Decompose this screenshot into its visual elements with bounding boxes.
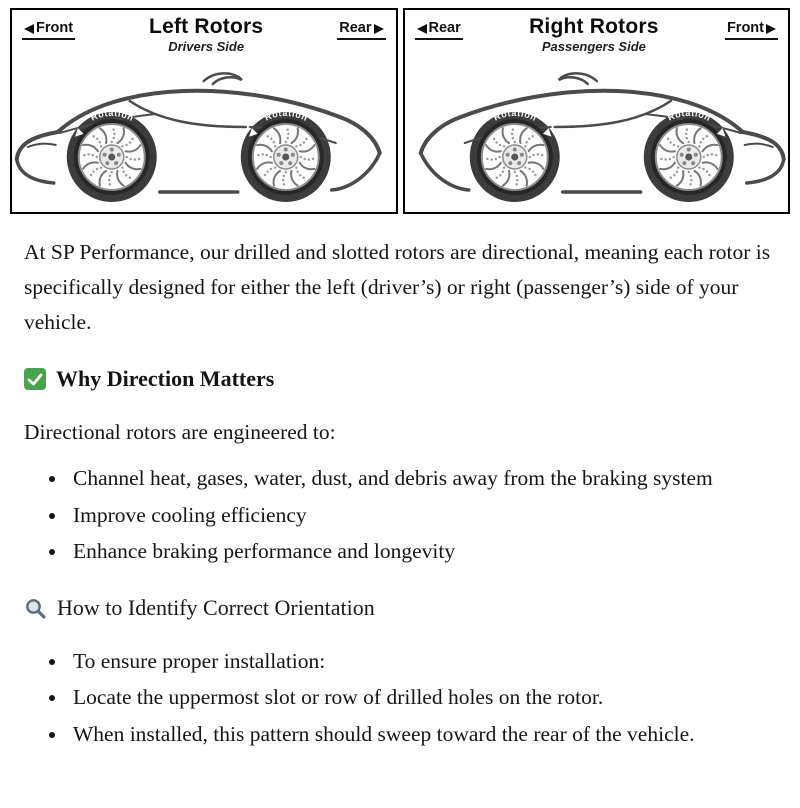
direction-benefits-list: [24, 461, 776, 568]
rotation-label: Rotation: [89, 108, 136, 124]
list-item: • To ensure proper installation:: [68, 644, 776, 678]
arrow-right-icon: [766, 24, 776, 34]
arrow-left-icon: [24, 24, 34, 34]
section-heading-text: Why Direction Matters: [56, 366, 275, 392]
rotor-direction-diagram: [10, 8, 790, 214]
list-item: • Enhance braking performance and longevity: [68, 534, 776, 568]
section-heading-text: How to Identify Correct Orientation: [57, 595, 375, 621]
left-car-illustration: [12, 55, 396, 205]
direction-text: Front: [36, 20, 74, 36]
direction-text: Rear: [339, 20, 372, 36]
rotation-label: Rotation: [491, 108, 539, 124]
rotation-label: Rotation: [665, 108, 713, 124]
left-panel-title-block: [149, 15, 263, 54]
section-lead: Directional rotors are engineered to:: [24, 419, 336, 444]
orientation-steps-list: [24, 644, 776, 751]
front-direction-label: [725, 21, 778, 40]
rotation-label: Rotation: [263, 108, 310, 124]
panel-subtitle: Passengers Side: [541, 39, 646, 55]
arrow-right-icon: [374, 24, 384, 34]
list-item: • Channel heat, gases, water, dust, and debris away from the braking system: [68, 461, 776, 495]
checkmark-icon: [24, 368, 46, 390]
panel-title: Right Rotors: [529, 15, 659, 38]
panel-subtitle: Drivers Side: [168, 39, 245, 55]
right-car-illustration: [405, 55, 789, 205]
list-item: • Locate the uppermost slot or row of drilled holes on the rotor.: [68, 680, 776, 714]
direction-text: Rear: [428, 20, 461, 36]
section-heading-identify-orientation: [24, 594, 776, 622]
panel-title: Left Rotors: [149, 15, 264, 38]
magnifier-icon: [24, 597, 47, 620]
article-content: [0, 235, 800, 751]
rear-direction-label: [415, 21, 463, 40]
list-item: • Improve cooling efficiency: [68, 498, 776, 532]
direction-text: Front: [726, 20, 764, 36]
left-panel-header: [12, 10, 396, 54]
list-item: • When installed, this pattern should sweep toward the rear of the vehicle.: [68, 717, 776, 751]
right-panel-title-block: [529, 15, 659, 54]
front-direction-label: [22, 21, 75, 40]
rear-direction-label: [337, 21, 385, 40]
arrow-left-icon: [417, 24, 427, 34]
intro-paragraph: At SP Performance, our drilled and slotted rotors are directional, meaning each rotor is specifically designed for either the left (driver’s) or right (passenger’s) side of your vehicle.: [24, 240, 771, 334]
left-rotors-panel: [10, 8, 398, 214]
right-rotors-panel: [403, 8, 791, 214]
right-panel-header: [405, 10, 789, 54]
section-heading-why-direction-matters: [24, 365, 776, 393]
